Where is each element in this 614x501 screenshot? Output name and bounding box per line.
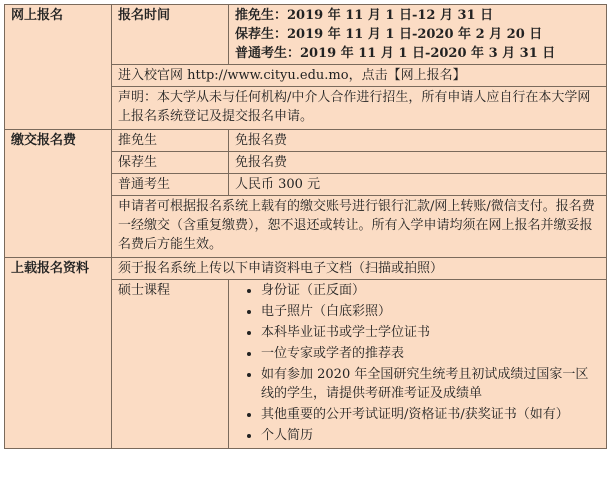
fee-amount: 免报名费 xyxy=(229,152,607,174)
registration-statement: 声明：本大学从未与任何机构/中介人合作进行招生，所有申请人应自行在本大学网上报名系统登记及提交报名申请。 xyxy=(112,87,607,130)
registration-times xyxy=(229,5,607,65)
document-list-cell xyxy=(229,280,607,449)
fee-type: 保荐生 xyxy=(112,152,229,174)
document-item: • 电子照片（白底彩照） xyxy=(261,302,600,321)
fee-amount: 免报名费 xyxy=(229,130,607,152)
fee-note: 申请者可根据报名系统上载有的缴交账号进行银行汇款/网上转账/微信支付。报名费一经缴交（含重复缴费），恕不退还或转让。所有入学申请均须在网上报名并缴妥报名费后方能生效。 xyxy=(112,196,607,258)
fee-type: 普通考生 xyxy=(112,174,229,196)
document-item: • 个人简历 xyxy=(261,426,600,445)
document-item: • 如有参加 2020 年全国研究生统考且初试成绩过国家一区线的学生，请提供考研准考证及成绩单 xyxy=(261,365,600,403)
section-online-registration: 网上报名 xyxy=(5,5,112,130)
admission-table xyxy=(4,4,607,449)
section-upload-materials: 上载报名资料 xyxy=(5,258,112,449)
registration-time-label: 报名时间 xyxy=(112,5,229,65)
document-item: • 本科毕业证书或学士学位证书 xyxy=(261,323,600,342)
fee-amount: 人民币 300 元 xyxy=(229,174,607,196)
document-item: • 其他重要的公开考试证明/资格证书/获奖证书（如有） xyxy=(261,405,600,424)
document-item: • 一位专家或学者的推荐表 xyxy=(261,344,600,363)
time-regular: 普通考生：2019 年 11 月 1 日-2020 年 3 月 31 日 xyxy=(235,46,556,61)
section-application-fee: 缴交报名费 xyxy=(5,130,112,258)
program-label: 硕士课程 xyxy=(112,280,229,449)
document-item: • 身份证（正反面） xyxy=(261,281,600,300)
registration-instructions: 进入校官网 http://www.cityu.edu.mo，点击【网上报名】 xyxy=(112,65,607,87)
time-recommended: 推免生：2019 年 11 月 1 日-12 月 31 日 xyxy=(235,8,494,23)
upload-intro: 须于报名系统上传以下申请资料电子文档（扫描或拍照） xyxy=(112,258,607,280)
fee-type: 推免生 xyxy=(112,130,229,152)
time-sponsored: 保荐生：2019 年 11 月 1 日-2020 年 2 月 20 日 xyxy=(235,27,543,42)
document-list xyxy=(235,281,600,445)
